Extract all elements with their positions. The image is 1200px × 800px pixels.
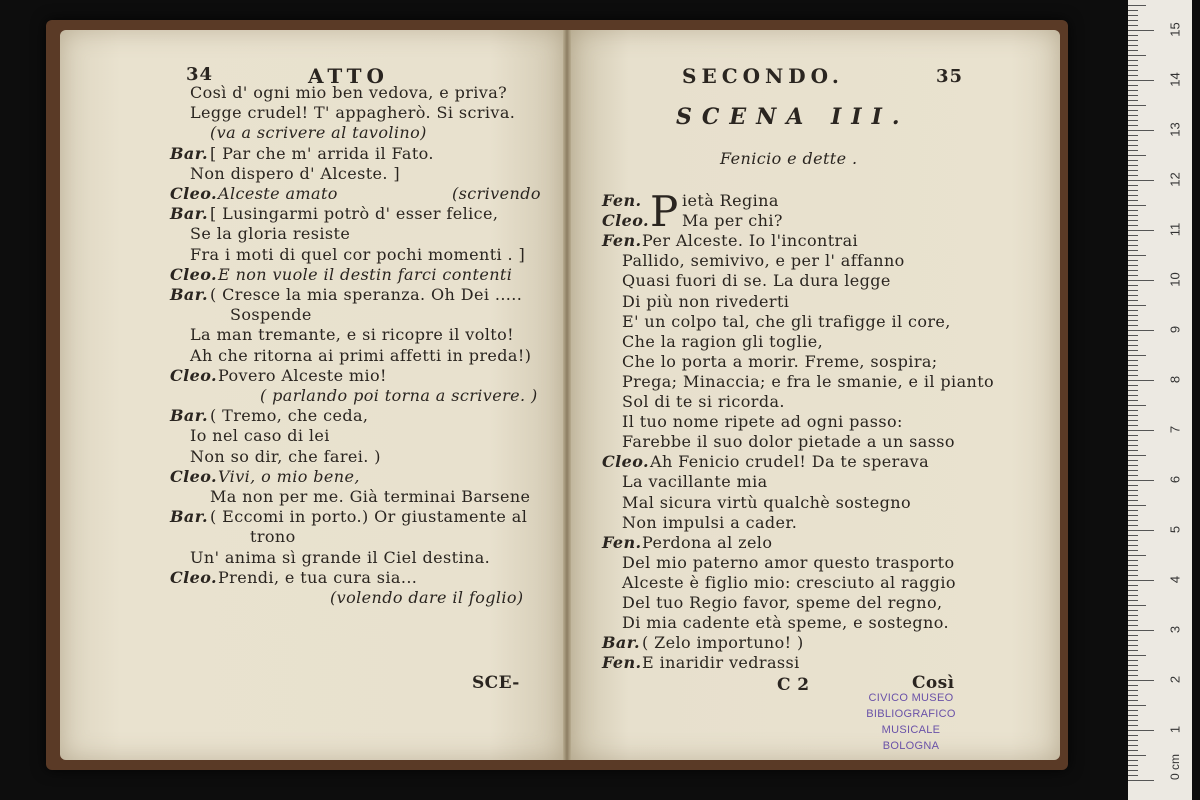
left-page-line: ( parlando poi torna a scrivere. ) — [260, 386, 538, 405]
ruler-tick — [1128, 715, 1138, 716]
ruler-number: 7 — [1167, 425, 1183, 434]
ruler-tick — [1128, 585, 1138, 586]
ruler-tick — [1128, 500, 1138, 501]
ruler-tick — [1128, 460, 1138, 461]
right-page-line: Di mia cadente età speme, e sostegno. — [622, 613, 949, 633]
ruler-tick — [1128, 545, 1138, 546]
ruler-tick — [1128, 20, 1138, 21]
ruler-tick — [1128, 185, 1138, 186]
ruler-tick — [1128, 625, 1138, 626]
right-page-speaker: Fen. — [602, 191, 642, 210]
right-page-line: Mal sicura virtù qualchè sostegno — [622, 492, 911, 512]
ruler-tick — [1128, 210, 1138, 211]
left-page-line: Non so dir, che farei. ) — [190, 446, 381, 466]
ruler-tick — [1128, 245, 1138, 246]
left-page-speaker: Bar. — [170, 507, 209, 527]
ruler-tick — [1128, 50, 1138, 51]
right-page-line: ( Zelo importuno! ) — [642, 633, 804, 653]
ruler-tick — [1128, 255, 1146, 256]
ruler-tick — [1128, 340, 1138, 341]
ruler-tick — [1128, 110, 1138, 111]
ruler-tick — [1128, 470, 1138, 471]
ruler-tick — [1128, 525, 1138, 526]
left-page-speaker: Bar. — [170, 406, 209, 426]
ruler-tick — [1128, 570, 1138, 571]
right-page-line: Che lo porta a morir. Freme, sospira; — [622, 351, 938, 371]
ruler-tick — [1128, 5, 1146, 6]
ruler-tick — [1128, 415, 1138, 416]
ruler-tick — [1128, 660, 1138, 661]
ruler-tick — [1128, 640, 1138, 641]
ruler-tick — [1128, 275, 1138, 276]
ruler-tick — [1128, 445, 1138, 446]
ruler-tick — [1128, 695, 1138, 696]
ruler-tick — [1128, 195, 1138, 196]
ruler-tick — [1128, 740, 1138, 741]
right-page-speaker: Cleo. — [602, 452, 649, 472]
ruler-tick — [1128, 305, 1146, 306]
ruler-tick — [1128, 700, 1138, 701]
measurement-ruler — [1128, 0, 1192, 800]
ruler-tick — [1128, 280, 1154, 281]
ruler-tick — [1128, 480, 1154, 481]
left-page-line: [ Lusingarmi potrò d' esser felice, — [210, 204, 499, 224]
ruler-tick — [1128, 100, 1138, 101]
ruler-tick — [1128, 315, 1138, 316]
ruler-tick — [1128, 390, 1138, 391]
ruler-tick — [1128, 725, 1138, 726]
ruler-tick — [1128, 380, 1154, 381]
left-page-line: ( Tremo, che ceda, — [210, 406, 369, 426]
left-page-line: Ah che ritorna ai primi affetti in preda!) — [190, 345, 532, 365]
ruler-tick — [1128, 765, 1138, 766]
ruler-tick — [1128, 85, 1138, 86]
ruler-tick — [1128, 485, 1138, 486]
right-page-line: Non impulsi a cader. — [622, 512, 798, 532]
right-page-line: Sol di te si ricorda. — [622, 392, 785, 411]
right-page-speaker: Cleo. — [602, 211, 649, 231]
ruler-tick — [1128, 165, 1138, 166]
ruler-tick — [1128, 25, 1138, 26]
right-page-speaker: Fen. — [602, 653, 642, 673]
ruler-tick — [1128, 95, 1138, 96]
right-page-line: E' un colpo tal, che gli trafigge il core, — [622, 311, 951, 331]
ruler-tick — [1128, 65, 1138, 66]
right-page-line: Il tuo nome ripete ad ogni passo: — [622, 412, 903, 432]
right-page-line: Ah Fenicio crudel! Da te sperava — [650, 452, 930, 472]
ruler-tick — [1128, 420, 1138, 421]
right-page-line: Farebbe il suo dolor pietade a un sasso — [622, 432, 955, 452]
ruler-tick — [1128, 530, 1154, 531]
ruler-tick — [1128, 290, 1138, 291]
ruler-tick — [1128, 160, 1138, 161]
ruler-tick — [1128, 300, 1138, 301]
ruler-tick — [1128, 140, 1138, 141]
ruler-tick — [1128, 615, 1138, 616]
left-page-line: Ma non per me. Già terminai Barsene — [210, 487, 531, 506]
left-page-line: (va a scrivere al tavolino) — [210, 123, 427, 143]
ruler-tick — [1128, 355, 1146, 356]
ruler-tick — [1128, 760, 1138, 761]
ruler-tick — [1128, 620, 1138, 621]
ruler-tick — [1128, 690, 1138, 691]
ruler-tick — [1128, 170, 1138, 171]
ruler-tick — [1128, 285, 1138, 286]
right-page-line: Alceste è figlio mio: cresciuto al raggio — [622, 572, 956, 592]
ruler-tick — [1128, 610, 1138, 611]
ruler-tick — [1128, 190, 1138, 191]
ruler-tick — [1128, 455, 1146, 456]
ruler-tick — [1128, 235, 1138, 236]
left-page-line: E non vuole il destin farci contenti — [218, 264, 513, 284]
ruler-number: 13 — [1167, 122, 1183, 137]
scene-title: SCENA III. — [676, 104, 910, 130]
left-page-speaker: Bar. — [170, 285, 209, 304]
ruler-tick — [1128, 565, 1138, 566]
ruler-tick — [1128, 645, 1138, 646]
right-page-line: Del tuo Regio favor, speme del regno, — [622, 593, 943, 612]
left-page-line: trono — [250, 527, 296, 547]
left-page-speaker: Bar. — [170, 204, 209, 224]
ruler-tick — [1128, 655, 1146, 656]
ruler-tick — [1128, 580, 1154, 581]
right-page-speaker: Fen. — [602, 532, 642, 552]
ruler-tick — [1128, 755, 1146, 756]
ruler-tick — [1128, 775, 1138, 776]
left-page-line: (volendo dare il foglio) — [330, 588, 524, 607]
ruler-tick — [1128, 260, 1138, 261]
ruler-tick — [1128, 735, 1138, 736]
ruler-tick — [1128, 200, 1138, 201]
ruler-tick — [1128, 405, 1146, 406]
ruler-tick — [1128, 45, 1138, 46]
ruler-tick — [1128, 370, 1138, 371]
ruler-tick — [1128, 240, 1138, 241]
scene-subtitle: Fenicio e dette . — [720, 149, 858, 168]
ruler-tick — [1128, 675, 1138, 676]
ruler-tick — [1128, 635, 1138, 636]
ruler-tick — [1128, 630, 1154, 631]
ruler-number: 4 — [1167, 575, 1183, 584]
ruler-tick — [1128, 515, 1138, 516]
ruler-tick — [1128, 270, 1138, 271]
stamp-line-2: BIBLIOGRAFICO MUSICALE — [866, 708, 956, 736]
ruler-tick — [1128, 490, 1138, 491]
ruler-tick — [1128, 555, 1146, 556]
left-page-line: La man tremante, e si ricopre il volto! — [190, 325, 514, 345]
ruler-tick — [1128, 150, 1138, 151]
ruler-tick — [1128, 35, 1138, 36]
right-page-line: Quasi fuori di se. La dura legge — [622, 271, 891, 291]
ruler-tick — [1128, 540, 1138, 541]
ruler-tick — [1128, 225, 1138, 226]
left-page-line: Non dispero d' Alceste. ] — [190, 163, 401, 183]
right-page-line: Di più non rivederti — [622, 291, 790, 311]
left-page-line: Un' anima sì grande il Ciel destina. — [190, 547, 491, 567]
ruler-tick — [1128, 10, 1138, 11]
left-page-speaker: Bar. — [170, 143, 209, 163]
ruler-tick — [1128, 80, 1154, 81]
ruler-tick — [1128, 720, 1138, 721]
ruler-tick — [1128, 30, 1154, 31]
ruler-tick — [1128, 310, 1138, 311]
left-page-line: Se la gloria resiste — [190, 224, 351, 244]
left-page-number: 34 — [186, 64, 214, 85]
right-page-line: Ma per chi? — [682, 211, 783, 231]
book-gutter — [563, 30, 571, 760]
ruler-tick — [1128, 175, 1138, 176]
right-page-speaker: Bar. — [602, 633, 641, 653]
ruler-tick — [1128, 155, 1146, 156]
ruler-tick — [1128, 15, 1138, 16]
ruler-tick — [1128, 410, 1138, 411]
right-page-line: E inaridir vedrassi — [642, 653, 800, 673]
ruler-tick — [1128, 125, 1138, 126]
ruler-tick — [1128, 130, 1154, 131]
right-page-number: 35 — [936, 66, 964, 87]
ruler-tick — [1128, 365, 1138, 366]
ruler-tick — [1128, 685, 1138, 686]
left-page-line: Prendi, e tua cura sia... — [218, 567, 418, 587]
ruler-tick — [1128, 705, 1146, 706]
ruler-tick — [1128, 250, 1138, 251]
ruler-tick — [1128, 680, 1154, 681]
ruler-tick — [1128, 495, 1138, 496]
right-page-line: Prega; Minaccia; e fra le smanie, e il pianto — [622, 371, 995, 391]
ruler-tick — [1128, 400, 1138, 401]
ruler-tick — [1128, 55, 1146, 56]
ruler-tick — [1128, 265, 1138, 266]
ruler-tick — [1128, 435, 1138, 436]
ruler-tick — [1128, 430, 1154, 431]
ruler-tick — [1128, 115, 1138, 116]
ruler-tick — [1128, 320, 1138, 321]
ruler-tick — [1128, 120, 1138, 121]
ruler-tick — [1128, 605, 1146, 606]
ruler-tick — [1128, 330, 1154, 331]
left-page-line: Sospende — [230, 305, 312, 325]
ruler-tick — [1128, 520, 1138, 521]
ruler-tick — [1128, 510, 1138, 511]
right-page-line: Del mio paterno amor questo trasporto — [622, 552, 955, 572]
ruler-tick — [1128, 205, 1146, 206]
ruler-tick — [1128, 710, 1138, 711]
ruler-number: 8 — [1167, 375, 1183, 384]
signature-mark: C 2 — [777, 675, 810, 695]
ruler-tick — [1128, 135, 1138, 136]
ruler-tick — [1128, 215, 1138, 216]
ruler-tick — [1128, 40, 1138, 41]
left-page-speaker: Cleo. — [170, 466, 217, 486]
ruler-tick — [1128, 90, 1138, 91]
left-page-line: Fra i moti di quel cor pochi momenti . ] — [190, 244, 526, 264]
left-page-line: ( Eccomi in porto.) Or giustamente al — [210, 507, 528, 527]
ruler-number: 3 — [1167, 625, 1183, 634]
ruler-tick — [1128, 180, 1154, 181]
ruler-tick — [1128, 60, 1138, 61]
stamp-line-1: CIVICO MUSEO — [868, 692, 954, 704]
ruler-tick — [1128, 770, 1138, 771]
ruler-tick — [1128, 360, 1138, 361]
ruler-number: 15 — [1167, 22, 1183, 37]
right-catchword: Così — [912, 673, 955, 693]
ruler-tick — [1128, 350, 1138, 351]
right-page-line: ietà Regina — [682, 191, 779, 210]
ruler-tick — [1128, 505, 1146, 506]
ruler-tick — [1128, 550, 1138, 551]
left-page-line: Io nel caso di lei — [190, 426, 330, 446]
ruler-tick — [1128, 345, 1138, 346]
ruler-tick — [1128, 590, 1138, 591]
ruler-tick — [1128, 745, 1138, 746]
ruler-tick — [1128, 650, 1138, 651]
right-page-line: Perdona al zelo — [642, 532, 773, 552]
ruler-unit-label: 0 cm — [1168, 753, 1183, 781]
left-page-speaker: Cleo. — [170, 365, 217, 385]
ruler-tick — [1128, 600, 1138, 601]
ruler-tick — [1128, 105, 1146, 106]
ruler-tick — [1128, 395, 1138, 396]
ruler-tick — [1128, 325, 1138, 326]
ruler-tick — [1128, 295, 1138, 296]
ruler-tick — [1128, 535, 1138, 536]
ruler-number: 5 — [1167, 525, 1183, 534]
ruler-tick — [1128, 475, 1138, 476]
right-page-line: Per Alceste. Io l'incontrai — [642, 231, 859, 251]
left-running-header: ATTO — [308, 64, 389, 88]
left-page-line: Alceste amato — [218, 184, 338, 203]
ruler-tick — [1128, 230, 1154, 231]
ruler-tick — [1128, 425, 1138, 426]
left-page-line: Povero Alceste mio! — [218, 365, 387, 385]
ruler-number: 11 — [1167, 222, 1183, 237]
ruler-number: 1 — [1167, 725, 1183, 734]
right-page-speaker: Fen. — [602, 231, 642, 251]
ruler-tick — [1128, 335, 1138, 336]
ruler-number: 14 — [1167, 72, 1183, 87]
stamp-line-3: BOLOGNA — [882, 740, 940, 752]
ruler-number: 6 — [1167, 475, 1183, 484]
ruler-tick — [1128, 440, 1138, 441]
ruler-tick — [1128, 75, 1138, 76]
ruler-tick — [1128, 220, 1138, 221]
ruler-tick — [1128, 560, 1138, 561]
left-page-speaker: Cleo. — [170, 264, 217, 284]
ruler-tick — [1128, 595, 1138, 596]
right-running-header: SECONDO. — [682, 64, 844, 88]
right-page-line: Che la ragion gli toglie, — [622, 331, 824, 351]
left-page-line: [ Par che m' arrida il Fato. — [210, 143, 434, 163]
left-page-line: Legge crudel! T' appagherò. Si scriva. — [190, 103, 516, 123]
left-page-line: ( Cresce la mia speranza. Oh Dei ..... — [210, 285, 523, 304]
ruler-tick — [1128, 670, 1138, 671]
ruler-number: 2 — [1167, 675, 1183, 684]
drop-capital: P — [650, 187, 679, 236]
ruler-tick — [1128, 70, 1138, 71]
left-catchword: SCE- — [472, 673, 520, 693]
right-page-line: Pallido, semivivo, e per l' affanno — [622, 251, 905, 271]
ruler-number: 12 — [1167, 172, 1183, 187]
left-page-line: Vivi, o mio bene, — [218, 466, 360, 486]
left-page-stage-direction: (scrivendo — [452, 184, 541, 203]
ruler-tick — [1128, 575, 1138, 576]
left-page-speaker: Cleo. — [170, 184, 217, 203]
library-stamp — [836, 690, 986, 754]
ruler-number: 9 — [1167, 325, 1183, 334]
ruler-tick — [1128, 750, 1138, 751]
ruler-tick — [1128, 465, 1138, 466]
ruler-tick — [1128, 385, 1138, 386]
ruler-tick — [1128, 665, 1138, 666]
right-page-line: La vacillante mia — [622, 472, 768, 492]
left-page-line: Così d' ogni mio ben vedova, e priva? — [190, 83, 508, 102]
ruler-tick — [1128, 730, 1154, 731]
ruler-tick — [1128, 375, 1138, 376]
ruler-number: 10 — [1167, 272, 1183, 287]
ruler-tick — [1128, 780, 1154, 781]
ruler-tick — [1128, 450, 1138, 451]
left-page-speaker: Cleo. — [170, 567, 217, 587]
ruler-tick — [1128, 145, 1138, 146]
